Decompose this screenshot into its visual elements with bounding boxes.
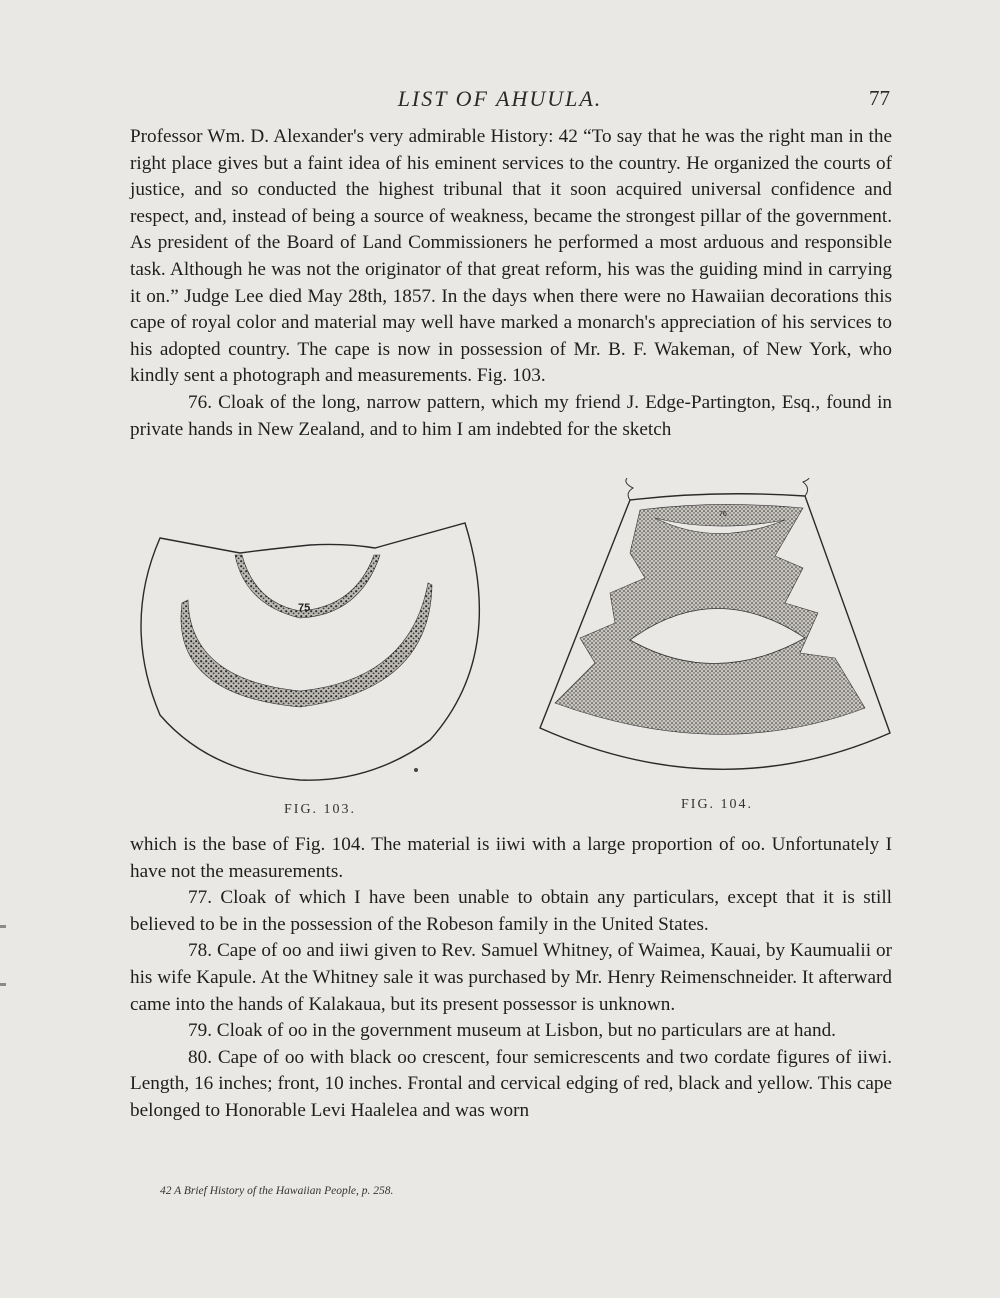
paragraph: which is the base of Fig. 104. The material is iiwi with a large proportion of oo. Unfortunately I have not the measurements. [130,834,892,882]
text-block-bottom [130,832,892,1125]
paragraph: 80. Cape of oo with black oo crescent, four semicrescents and two cordate figures of iiwi. Length, 16 inches; front, 10 inches. Frontal and cervical edging of red, black and yellow. This cape belonged to Honorable Levi Haalelea and was worn [130,1046,892,1121]
paragraph: 76. Cloak of the long, narrow pattern, which my friend J. Edge-Partington, Esq., found in private hands in New Zealand, and to him I am indebted for the sketch [130,391,892,440]
paragraph: 79. Cloak of oo in the government museum at Lisbon, but no particulars are at hand. [188,1020,836,1042]
fringe-right [803,478,809,496]
figure-104-cloak-drawing [535,478,897,788]
figure-103-cape-drawing [130,515,494,785]
page-edge-mark [0,925,6,928]
figure-label: 75 [298,602,311,614]
paragraph: 78. Cape of oo and iiwi given to Rev. Samuel Whitney, of Waimea, Kauai, by Kaumualii or his wife Kapule. At the Whitney sale it was purchased by Mr. Henry Reimenschneider. It afterward came into the hands of Kalakaua, but its present possessor is unknown. [130,940,892,1015]
text-block-top [130,124,892,443]
figure-103-caption: FIG. 103. [284,802,357,817]
figure-label: 76 [719,511,727,518]
page-number: 77 [869,86,890,110]
fringe-left [626,478,633,500]
paragraph: Professor Wm. D. Alexander's very admirable History: 42 “To say that he was the right man in the right place gives but a faint idea of his eminent services to the country. He organized the courts of justice, and so conducted the highest tribunal that it soon acquired universal confidence and respect, and, instead of being a source of weakness, became the strongest pillar of the government. As president of the Board of Land Commissioners he performed a most arduous and responsible task. Although he was not the originator of that great reform, his was the guiding mind in carrying it on.” Judge Lee died May 28th, 1857. In the days when there were no Hawaiian decorations this cape of royal color and material may well have marked a monarch's appreciation of his services to his adopted country. The cape is now in possession of Mr. B. F. Wakeman, of New York, who kindly sent a photograph and measurements. Fig. 103. [130,126,892,387]
running-header-title: LIST OF AHUULA. [397,86,603,111]
footnote: 42 A Brief History of the Hawaiian People, p. 258. [160,1185,394,1197]
figure-104-caption: FIG. 104. [681,797,754,812]
paragraph: 77. Cloak of which I have been unable to obtain any particulars, except that it is still believed to be in the possession of the Robeson family in the United States. [130,887,892,935]
page-edge-mark [0,983,6,986]
